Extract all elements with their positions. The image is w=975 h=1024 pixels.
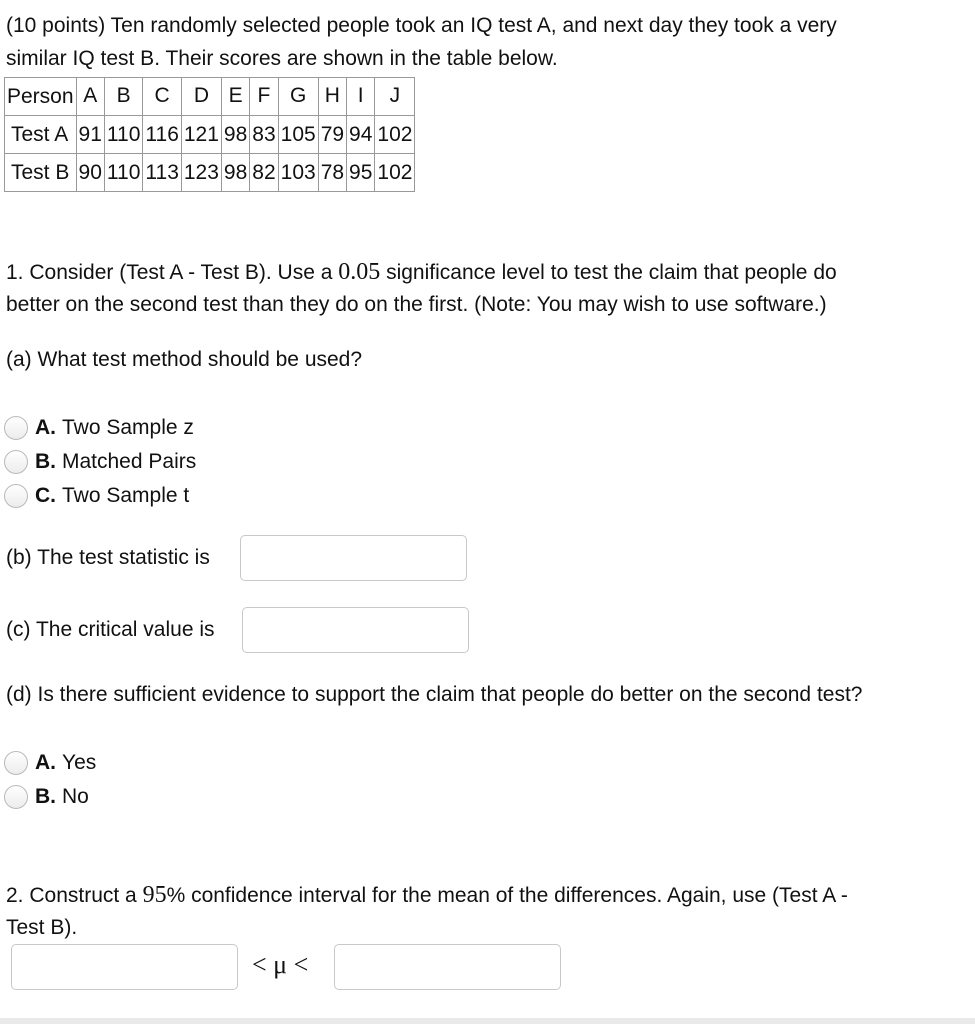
ci-upper-input[interactable] — [334, 944, 561, 990]
q1-line-1-post: significance level to test the claim that people do — [380, 261, 837, 284]
q2-line-1-pre: 2. Construct a — [6, 884, 143, 907]
table-cell: 90 — [76, 154, 104, 192]
table-row — [5, 116, 415, 154]
option-yes[interactable] — [4, 748, 96, 778]
table-cell: 91 — [76, 116, 104, 154]
critical-value-input[interactable] — [242, 607, 469, 653]
option-text: Matched Pairs — [62, 450, 197, 473]
table-header-cell: C — [143, 78, 181, 116]
radio-button[interactable] — [4, 751, 28, 775]
table-header-cell: D — [181, 78, 221, 116]
table-header-cell: I — [347, 78, 375, 116]
table-header-cell: E — [221, 78, 249, 116]
intro-line-1: (10 points) Ten randomly selected people took an IQ test A, and next day they took a very — [6, 14, 837, 37]
table-header-cell: G — [278, 78, 318, 116]
table-header-cell: A — [76, 78, 104, 116]
table-header-cell: J — [375, 78, 415, 116]
table-header-row — [5, 78, 415, 116]
option-letter: B. — [35, 450, 56, 473]
table-header-cell: Person — [5, 78, 77, 116]
option-text: Yes — [62, 751, 97, 774]
option-text: Two Sample z — [62, 416, 194, 439]
option-text: Two Sample t — [62, 484, 190, 507]
part-a-label: (a) What test method should be used? — [6, 348, 363, 371]
q2-line-1-post: % confidence interval for the mean of the differences. Again, use (Test A - — [166, 884, 848, 907]
option-no[interactable] — [4, 782, 89, 812]
table-cell: 78 — [318, 154, 346, 192]
option-text: No — [62, 785, 89, 808]
option-c-two-sample-t[interactable] — [4, 481, 189, 511]
table-header-cell: F — [250, 78, 278, 116]
table-cell: 105 — [278, 116, 318, 154]
table-cell: 102 — [375, 154, 415, 192]
radio-button[interactable] — [4, 484, 28, 508]
table-cell: 83 — [250, 116, 278, 154]
q1-line-1 — [6, 259, 837, 286]
part-d-label: (d) Is there sufficient evidence to support the claim that people do better on the second test? — [6, 683, 863, 706]
table-cell: 110 — [104, 154, 142, 192]
table-cell: 98 — [221, 154, 249, 192]
part-c-label: (c) The critical value is — [6, 618, 215, 641]
table-cell: 123 — [181, 154, 221, 192]
option-letter: A. — [35, 751, 56, 774]
test-statistic-input[interactable] — [240, 535, 467, 581]
table-cell: 102 — [375, 116, 415, 154]
table-cell: 113 — [143, 154, 181, 192]
table-row — [5, 154, 415, 192]
radio-button[interactable] — [4, 416, 28, 440]
confidence-level: 95 — [142, 882, 167, 908]
table-cell: 116 — [143, 116, 181, 154]
intro-line-2: similar IQ test B. Their scores are shown in the table below. — [6, 47, 558, 70]
table-cell: 79 — [318, 116, 346, 154]
table-cell: 94 — [347, 116, 375, 154]
table-cell: 121 — [181, 116, 221, 154]
radio-button[interactable] — [4, 450, 28, 474]
option-letter: B. — [35, 785, 56, 808]
significance-level: 0.05 — [338, 259, 381, 285]
table-cell: Test A — [5, 116, 77, 154]
option-letter: A. — [35, 416, 56, 439]
option-a-two-sample-z[interactable] — [4, 413, 194, 443]
q2-line-2: Test B). — [6, 916, 78, 939]
table-cell: 95 — [347, 154, 375, 192]
part-b-label: (b) The test statistic is — [6, 546, 210, 569]
mu-inequality: < μ < — [252, 950, 309, 979]
option-letter: C. — [35, 484, 56, 507]
table-cell: 110 — [104, 116, 142, 154]
table-header-cell: B — [104, 78, 142, 116]
table-header-cell: H — [318, 78, 346, 116]
scores-table — [4, 77, 415, 192]
bottom-divider — [0, 1018, 975, 1024]
ci-lower-input[interactable] — [11, 944, 238, 990]
table-cell: 98 — [221, 116, 249, 154]
q1-line-2: better on the second test than they do on the first. (Note: You may wish to use software.) — [6, 293, 827, 316]
option-b-matched-pairs[interactable] — [4, 447, 196, 477]
radio-button[interactable] — [4, 785, 28, 809]
q1-line-1-pre: 1. Consider (Test A - Test B). Use a — [6, 261, 339, 284]
table-cell: 82 — [250, 154, 278, 192]
table-cell: Test B — [5, 154, 77, 192]
q2-line-1 — [6, 882, 848, 909]
table-cell: 103 — [278, 154, 318, 192]
